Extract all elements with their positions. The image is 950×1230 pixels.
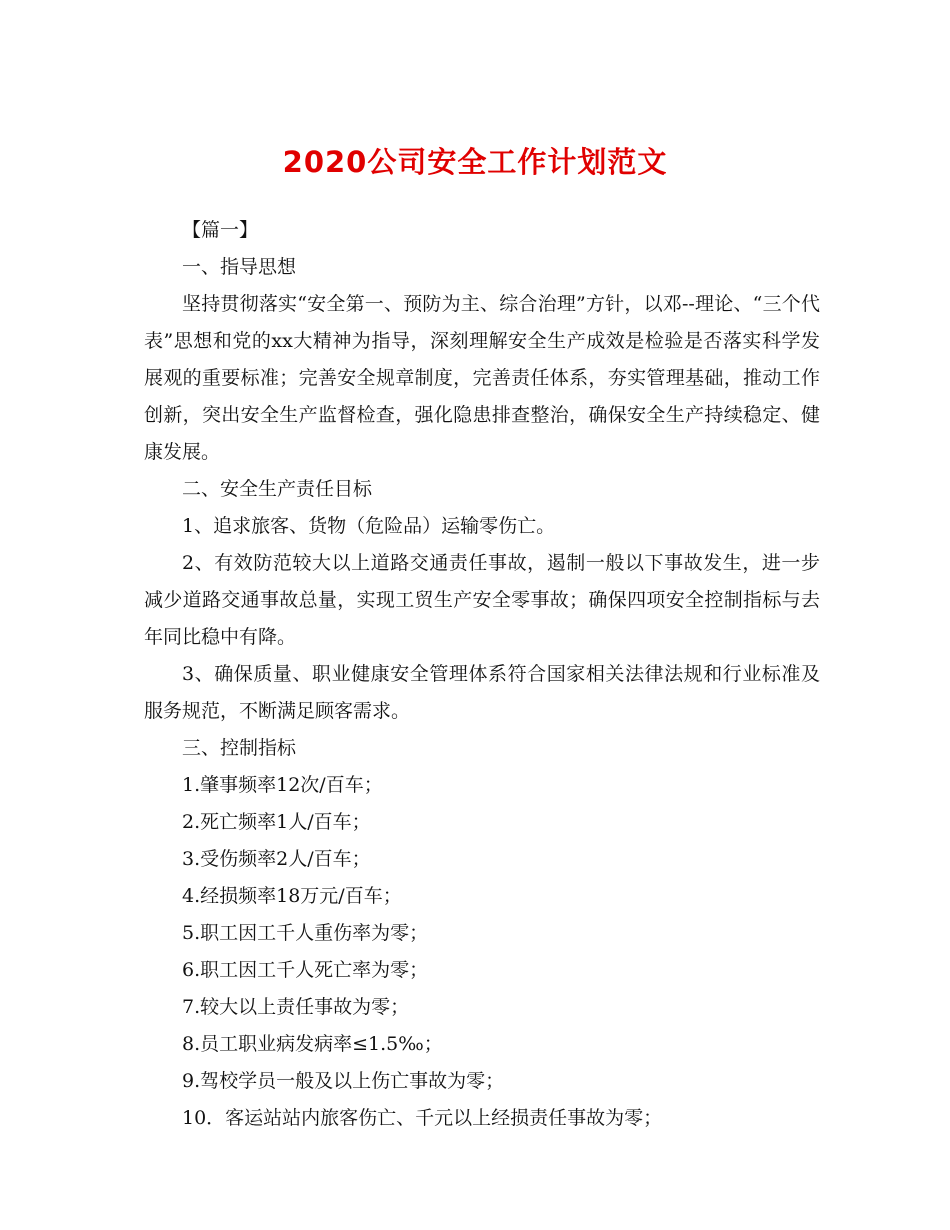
paragraph-guiding-thought: 坚持贯彻落实“安全第一、预防为主、综合治理”方针，以邓--理论、“三个代表”思想和党的xx大精神为指导，深刻理解安全生产成效是检验是否落实科学发展观的重要标准；完善安全规章制度，完善责任体系，夯实管理基础，推动工作创新，突出安全生产监督检查，强化隐患排查整治，确保安全生产持续稳定、健康发展。 — [144, 293, 820, 463]
indicator-item: 7.较大以上责任事故为零； — [182, 996, 410, 1018]
indicator-item: 5.职工因工千人重伤率为零； — [182, 922, 429, 944]
heading-guiding-thought: 一、指导思想 — [182, 256, 297, 278]
indicator-list — [144, 767, 820, 1137]
document-body — [144, 212, 820, 1137]
indicator-item: 9.驾校学员一般及以上伤亡事故为零； — [182, 1070, 505, 1092]
goal-item: 2、有效防范较大以上道路交通责任事故，遏制一般以下事故发生，进一步减少道路交通事故总量，实现工贸生产安全零事故；确保四项安全控制指标与去年同比稳中有降。 — [144, 552, 820, 648]
indicator-item: 6.职工因工千人死亡率为零； — [182, 959, 429, 981]
goal-item: 1、追求旅客、货物（危险品）运输零伤亡。 — [182, 515, 556, 537]
heading-responsibility-goals: 二、安全生产责任目标 — [182, 478, 373, 500]
indicator-item: 8.员工职业病发病率≤1.5‰； — [182, 1033, 443, 1055]
indicator-item: 2.死亡频率1人/百车； — [182, 811, 371, 833]
heading-control-indicators: 三、控制指标 — [182, 737, 297, 759]
indicator-item: 10．客运站站内旅客伤亡、千元以上经损责任事故为零； — [182, 1107, 663, 1129]
section-tag: 【篇一】 — [182, 219, 259, 241]
indicator-item: 1.肇事频率12次/百车； — [182, 774, 383, 796]
goal-item: 3、确保质量、职业健康安全管理体系符合国家相关法律法规和行业标准及服务规范，不断满足顾客需求。 — [144, 663, 820, 722]
document-title: 2020公司安全工作计划范文 — [282, 145, 668, 179]
indicator-item: 3.受伤频率2人/百车； — [182, 848, 371, 870]
indicator-item: 4.经损频率18万元/百车； — [182, 885, 402, 907]
